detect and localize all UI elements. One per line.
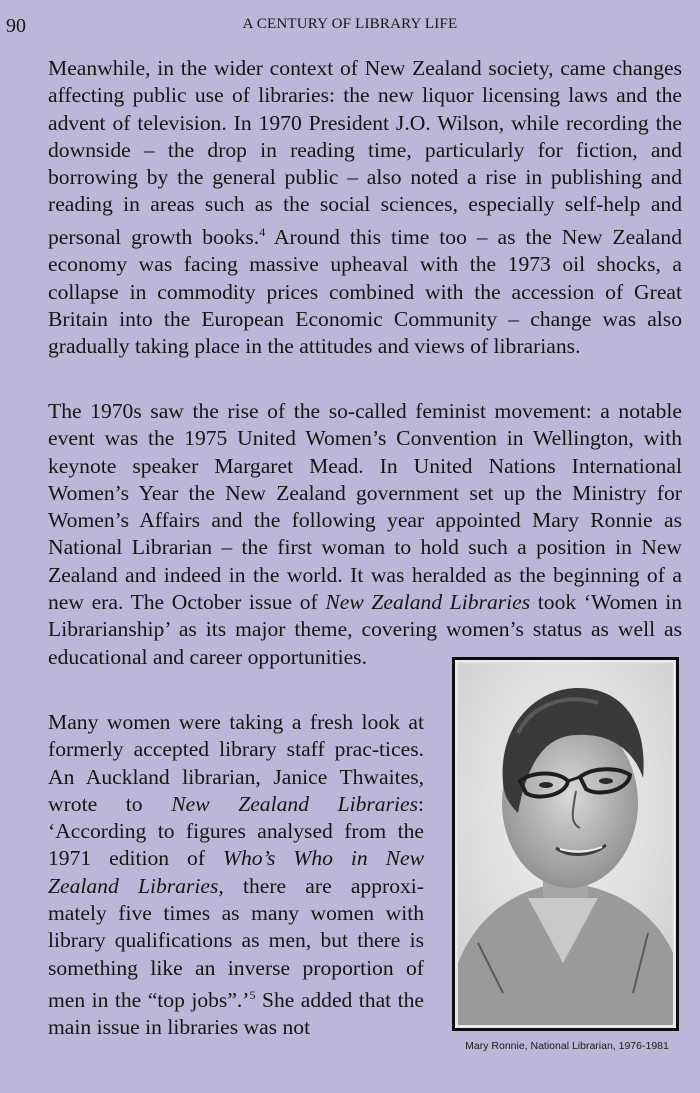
journal-title: New Zealand Libraries xyxy=(325,590,531,615)
photo-caption: Mary Ronnie, National Librarian, 1976-1981 xyxy=(465,1040,669,1052)
directory-title: Who’s Who in New Zealand Libraries, xyxy=(48,846,424,898)
paragraph-2-text-a: The 1970s saw the rise of the so-called feminist movement: a notable event was the 1975 United Women’s Convention in Wellington, with keynote speaker Margaret Mead. In United Nations International Women’s Year the New Zealand government set up the Ministry for Women’s Affairs and the following year appointed Mary Ronnie as National Librarian – the first woman to hold such a position in New Zealand and indeed in the world. It was heralded as the beginning of a new era. The October issue of xyxy=(48,399,682,615)
paragraph-2-text-b: took ‘Women in Librarianship’ as its major theme, covering women’s status as well as educational and career opportunities. xyxy=(48,590,683,669)
paragraph-3-text-a: Many women were taking a fresh look at formerly accepted library staff prac-tices. An Auckland librarian, Janice Thwaites, wrote to xyxy=(48,710,424,816)
page-number: 90 xyxy=(6,15,26,37)
paragraph-3-text-c: there are approxi-mately five times as many women with library qualifications as men, but there is something like an inverse proportion of men in the “top jobs”.’ xyxy=(48,873,424,1013)
portrait-photo xyxy=(458,663,673,1025)
portrait-photo-frame xyxy=(452,657,679,1031)
paragraph-1 xyxy=(48,55,682,360)
footnote-ref-5: 5 xyxy=(249,987,256,1002)
journal-title: New Zealand Libraries xyxy=(171,791,418,816)
paragraph-2 xyxy=(48,398,682,671)
paragraph-1-text: Meanwhile, in the wider context of New Zealand society, came changes affecting public use of libraries: the new liquor licensing laws and the advent of television. In 1970 President J.O. Wilson, while recording the downside – the drop in reading time, particularly for fiction, and borrowing by the general public – also noted a rise in publishing and reading in areas such as the social sciences, especially self-help and personal growth books. xyxy=(48,56,682,249)
paragraph-1-text-cont: Around this time too – as the New Zealand economy was facing massive upheaval with the 1973 oil shocks, a collapse in commodity prices combined with the accession of Great Britain into the European Economic Community – change was also gradually taking place in the attitudes and views of librarians. xyxy=(48,224,682,359)
paragraph-3-text-d: She added that the main issue in libraries was not xyxy=(48,988,424,1040)
paragraph-3 xyxy=(48,709,424,1042)
footnote-ref-4: 4 xyxy=(259,224,266,239)
paragraph-3-text-b: : ‘According to figures analysed from the 1971 edition of xyxy=(48,791,424,871)
running-title: A CENTURY OF LIBRARY LIFE xyxy=(242,16,458,32)
